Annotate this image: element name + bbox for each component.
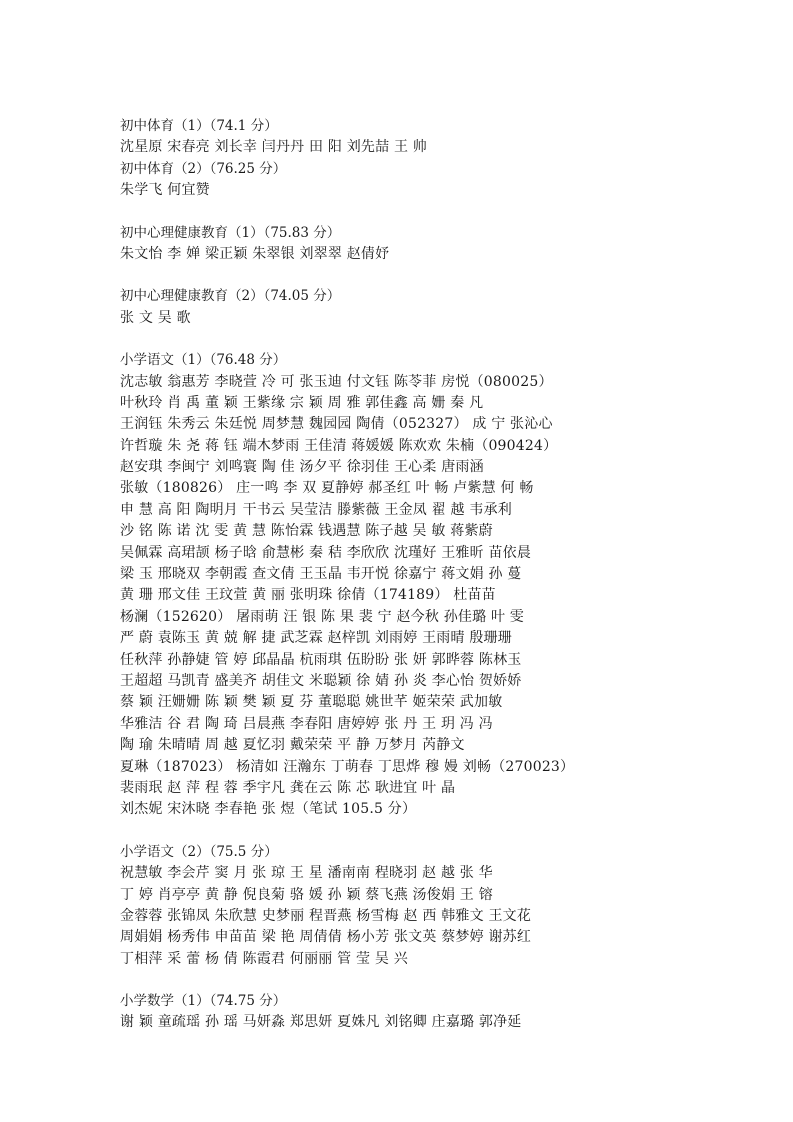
name-list-line: 谢 颖 童疏瑶 孙 瑶 马妍淼 郑思妍 夏姝凡 刘铭卿 庄嘉璐 郭净延 [120,1014,522,1031]
section-3 [120,223,760,266]
name-list-line: 丁 婷 肖亭亭 黄 静 倪良菊 骆 媛 孙 颖 蔡飞燕 汤俊娟 王 镕 [120,886,493,903]
document-page [120,116,760,1055]
name-list-line: 王超超 马凯青 盛美齐 胡佳文 米聪颖 徐 婧 孙 炎 李心怡 贺娇娇 [120,672,522,689]
section-4 [120,286,760,329]
name-list-line: 朱文怡 李 婵 梁正颖 朱翠银 刘翠翠 赵倩妤 [120,245,390,262]
name-list-line: 黄 珊 邢文佳 王玟萱 黄 丽 张明珠 徐倩（174189） 杜苗苗 [120,587,496,604]
name-list-line: 夏琳（187023） 杨清如 汪瀚东 丁萌春 丁思烨 穆 嫚 刘畅（270023） [120,758,575,775]
name-list-line: 申 慧 高 阳 陶明月 干书云 吴莹洁 滕紫薇 王金凤 翟 越 韦承利 [120,501,512,518]
section-heading: 初中体育（1）（74.1 分） [120,118,278,134]
name-list-line: 严 蔚 袁陈玉 黄 兢 解 捷 武芝霖 赵梓凯 刘雨婷 王雨晴 殷珊珊 [120,630,512,647]
name-list-line: 丁相萍 采 蕾 杨 倩 陈霞君 何丽丽 管 莹 吴 兴 [120,950,408,967]
name-list-line: 吴佩霖 高珺颉 杨子晗 俞慧彬 秦 秸 李欣欣 沈瑾好 王雅昕 苗依晨 [120,544,532,561]
name-list-line: 张敏（180826） 庄一鸣 李 双 夏静婷 郝圣红 叶 畅 卢紫慧 何 畅 [120,480,534,497]
section-6 [120,842,760,970]
name-list-line: 华雅洁 谷 君 陶 琦 吕晨燕 李春阳 唐婷婷 张 丹 王 玥 冯 冯 [120,715,493,732]
section-1 [120,116,760,159]
name-list-line: 沈志敏 翁惠芳 李晓萱 冷 可 张玉迪 付文钰 陈苓菲 房悦（080025） [120,373,553,390]
section-5 [120,350,760,821]
name-list-line: 刘杰妮 宋沐晓 李春艳 张 煜（笔试 105.5 分） [120,801,417,818]
section-heading: 初中体育（2）（76.25 分） [120,160,287,177]
name-list-line: 许哲璇 朱 尧 蒋 钰 端木梦雨 王佳清 蒋媛媛 陈欢欢 朱楠（090424） [120,437,558,454]
name-list-line: 金蓉蓉 张锦凤 朱欣慧 史梦丽 程晋燕 杨雪梅 赵 西 韩雅文 王文花 [120,907,532,924]
name-list-line: 杨澜（152620） 屠雨萌 汪 银 陈 果 裴 宁 赵今秋 孙佳璐 叶 雯 [120,608,524,625]
section-heading: 小学数学（1）（74.75 分） [120,993,287,1010]
name-list-line: 裴雨珉 赵 萍 程 蓉 季宇凡 龚在云 陈 芯 耿进宜 叶 晶 [120,779,456,796]
section-2 [120,159,760,202]
name-list-line: 叶秋玲 肖 禹 董 颖 王紫缘 宗 颖 周 雅 郭佳鑫 高 姗 秦 凡 [120,394,484,411]
name-list-line: 朱学飞 何宜赞 [120,182,210,199]
name-list-line: 赵安琪 李闽宁 刘鸣寰 陶 佳 汤夕平 徐羽佳 王心柔 唐雨涵 [120,459,484,476]
name-list-line: 梁 玉 邢晓双 李朝霞 查文倩 王玉晶 韦开悦 徐嘉宁 蒋文娟 孙 蔓 [120,566,522,583]
name-list-line: 沈星原 宋春亮 刘长幸 闫丹丹 田 阳 刘先喆 王 帅 [120,139,428,156]
name-list-line: 陶 瑜 朱晴晴 周 越 夏忆羽 戴荣荣 平 静 万梦月 芮静文 [120,737,465,754]
name-list-line: 王润钰 朱秀云 朱廷悦 周梦慧 魏园园 陶倩（052327） 成 宁 张沁心 [120,416,553,433]
section-heading: 初中心理健康教育（1）（75.83 分） [120,224,341,241]
name-list-line: 祝慧敏 李会芹 窦 月 张 琼 王 星 潘南南 程晓羽 赵 越 张 华 [120,865,493,882]
name-list-line: 沙 铭 陈 诺 沈 雯 黄 慧 陈怡霖 钱遇慧 陈子越 吴 敏 蒋紫蔚 [120,523,493,540]
name-list-line: 蔡 颖 汪姗姗 陈 颖 樊 颖 夏 芬 董聪聪 姚世芊 姬荣荣 武加敏 [120,694,503,711]
section-heading: 小学语文（2）（75.5 分） [120,843,278,860]
section-heading: 小学语文（1）（76.48 分） [120,352,287,369]
name-list-line: 张 文 吴 歌 [120,309,191,326]
name-list-line: 周娟娟 杨秀伟 申苗苗 梁 艳 周倩倩 杨小芳 张文英 蔡梦婷 谢苏红 [120,929,532,946]
name-list-line: 任秋萍 孙静婕 管 婷 邱晶晶 杭雨琪 伍盼盼 张 妍 郭晔蓉 陈林玉 [120,651,522,668]
section-heading: 初中心理健康教育（2）（74.05 分） [120,288,341,305]
section-7 [120,991,760,1034]
